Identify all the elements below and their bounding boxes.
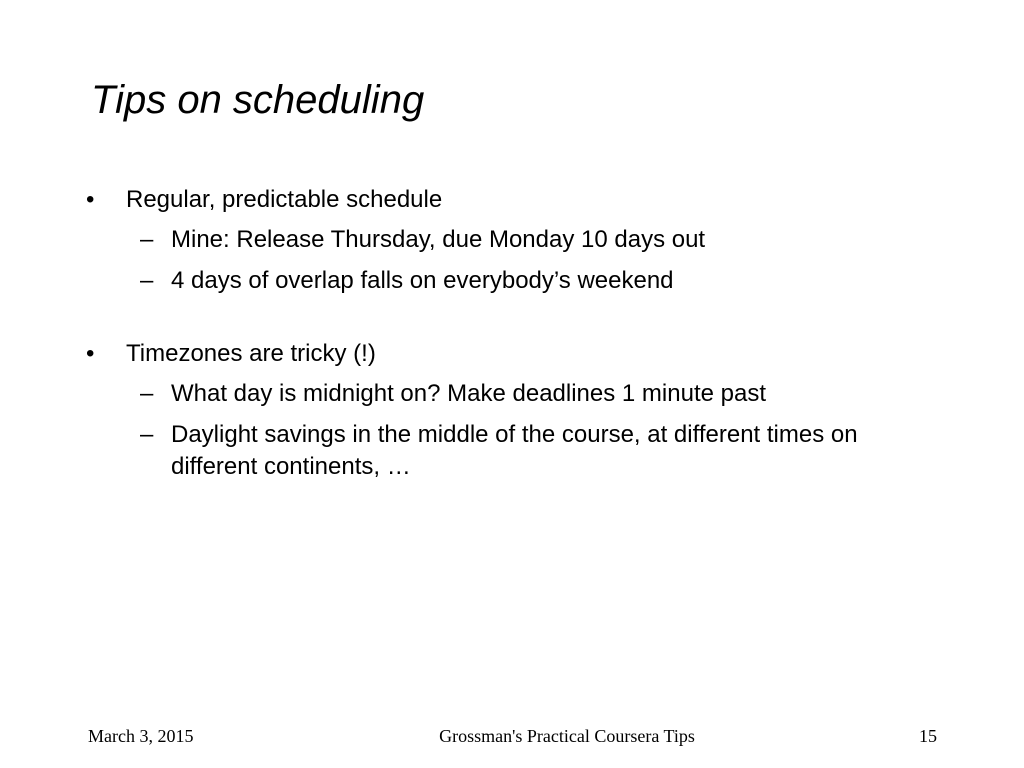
- bullet-group-timezones: [0, 338, 1024, 483]
- sub-bullet-marker: –: [140, 421, 154, 448]
- sub-bullet-text: What day is midnight on? Make deadlines 1 minute past: [171, 380, 766, 407]
- bullet-group-scheduling: [0, 184, 1024, 297]
- sub-bullet-item: [0, 265, 891, 297]
- bullet-item: [0, 184, 1024, 224]
- sub-bullet-marker: –: [140, 226, 154, 253]
- bullet-text: Timezones are tricky (!): [126, 340, 376, 367]
- sub-bullet-text: Daylight savings in the middle of the course, at different times on different continents, …: [171, 421, 858, 480]
- footer-date: March 3, 2015: [88, 726, 194, 746]
- sub-bullet-item: [0, 419, 891, 483]
- bullet-marker: •: [86, 186, 95, 213]
- slide-title: Tips on scheduling: [91, 78, 425, 122]
- sub-bullet-item: [0, 378, 891, 410]
- page-number: 15: [919, 726, 937, 746]
- footer-title: Grossman's Practical Coursera Tips: [439, 726, 695, 746]
- bullet-item: [0, 338, 1024, 378]
- sub-bullet-marker: –: [140, 267, 154, 294]
- sub-bullet-text: Mine: Release Thursday, due Monday 10 days out: [171, 226, 706, 253]
- bullet-text: Regular, predictable schedule: [126, 186, 443, 213]
- sub-bullet-item: [0, 224, 891, 256]
- slide-content: [0, 184, 1024, 492]
- sub-bullet-marker: –: [140, 380, 154, 407]
- sub-bullet-text: 4 days of overlap falls on everybody’s weekend: [171, 267, 674, 294]
- bullet-marker: •: [86, 340, 95, 367]
